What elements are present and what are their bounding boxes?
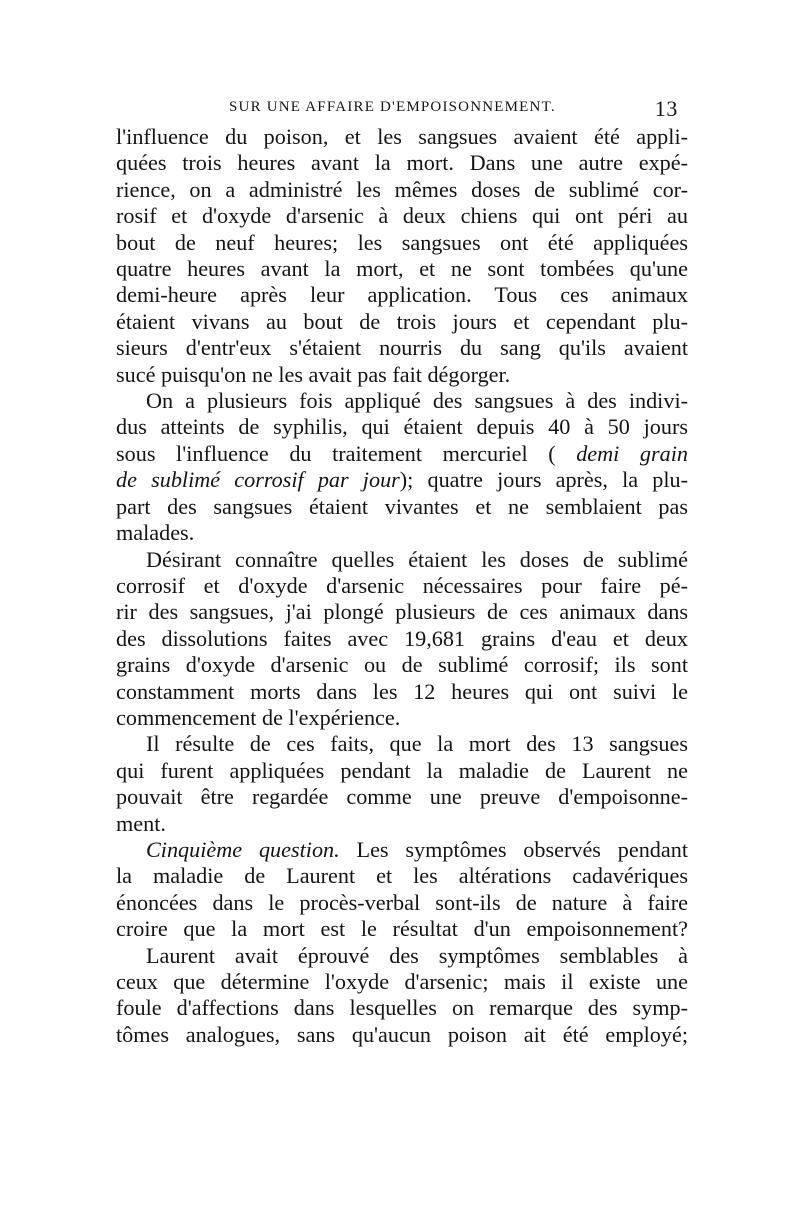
text-line xyxy=(116,837,688,863)
text-line: énoncées dans le procès-verbal sont-ils de nature à faire xyxy=(116,889,688,915)
section-heading: Cinquième question. xyxy=(146,836,340,862)
text-line: Laurent avait éprouvé des symptômes semblables à xyxy=(146,942,688,968)
text-line: sieurs d'entr'eux s'étaient nourris du sang qu'ils avaient xyxy=(116,335,688,361)
text-segment: Les symptômes observés pendant xyxy=(356,836,688,862)
text-line: l'influence du poison, et les sangsues avaient été appli- xyxy=(116,124,688,149)
text-line: étaient vivans au bout de trois jours et cependant plu- xyxy=(116,308,688,334)
text-line: rosif et d'oxyde d'arsenic à deux chiens qui ont péri au xyxy=(116,203,688,229)
text-line: qui furent appliquées pendant la maladie de Laurent ne xyxy=(116,757,688,783)
text-line: demi-heure après leur application. Tous ces animaux xyxy=(116,282,688,308)
running-head-title: SUR UNE AFFAIRE D'EMPOISONNEMENT. xyxy=(229,99,556,115)
running-head xyxy=(116,96,688,124)
text-line: commencement de l'expérience. xyxy=(116,704,401,730)
text-segment: sous l'influence du traitement mercuriel ( xyxy=(116,440,556,466)
text-line: bout de neuf heures; les sangsues ont été appliquées xyxy=(116,229,688,255)
text-line: ment. xyxy=(116,810,166,836)
text-line: la maladie de Laurent et les altérations cadavériques xyxy=(116,863,688,889)
text-line: Désirant connaître quelles étaient les doses de sublimé xyxy=(146,546,688,572)
text-line: Il résulte de ces faits, que la mort des 13 sangsues xyxy=(146,731,688,757)
page-number: 13 xyxy=(654,96,678,121)
book-page xyxy=(116,96,688,1048)
text-line: pouvait être regardée comme une preuve d'empoisonne- xyxy=(116,784,688,810)
text-line: corrosif et d'oxyde d'arsenic nécessaires pour faire pé- xyxy=(116,572,688,598)
text-line: foule d'affections dans lesquelles on remarque des symp- xyxy=(116,995,688,1021)
text-line: constamment morts dans les 12 heures qui ont suivi le xyxy=(116,678,688,704)
text-line: rience, on a administré les mêmes doses de sublimé cor- xyxy=(116,176,688,202)
italic-segment: demi grain xyxy=(576,440,688,466)
text-line: ceux que détermine l'oxyde d'arsenic; mais il existe une xyxy=(116,969,688,994)
text-line: part des sangsues étaient vivantes et ne semblaient pas xyxy=(116,493,688,519)
text-segment: ); quatre jours après, la plu- xyxy=(399,467,688,493)
text-line: rir des sangsues, j'ai plongé plusieurs de ces animaux dans xyxy=(116,599,688,625)
text-line: tômes analogues, sans qu'aucun poison ait été employé; xyxy=(116,1021,688,1047)
text-line: malades. xyxy=(116,520,195,546)
text-line xyxy=(116,441,688,467)
body-text xyxy=(116,124,688,1048)
text-line: quatre heures avant la mort, et ne sont tombées qu'une xyxy=(116,256,688,282)
text-line: On a plusieurs fois appliqué des sangsues à des indivi- xyxy=(146,388,688,414)
text-line: quées trois heures avant la mort. Dans une autre expé- xyxy=(116,150,688,176)
text-line: sucé puisqu'on ne les avait pas fait dégorger. xyxy=(116,361,511,387)
text-line: grains d'oxyde d'arsenic ou de sublimé corrosif; ils sont xyxy=(116,652,688,678)
text-line: dus atteints de syphilis, qui étaient depuis 40 à 50 jours xyxy=(116,414,688,440)
italic-segment: de sublimé corrosif par jour xyxy=(116,467,400,493)
text-line xyxy=(116,467,688,493)
text-line: des dissolutions faites avec 19,681 grains d'eau et deux xyxy=(116,625,688,651)
text-line: croire que la mort est le résultat d'un empoisonnement? xyxy=(116,916,688,942)
